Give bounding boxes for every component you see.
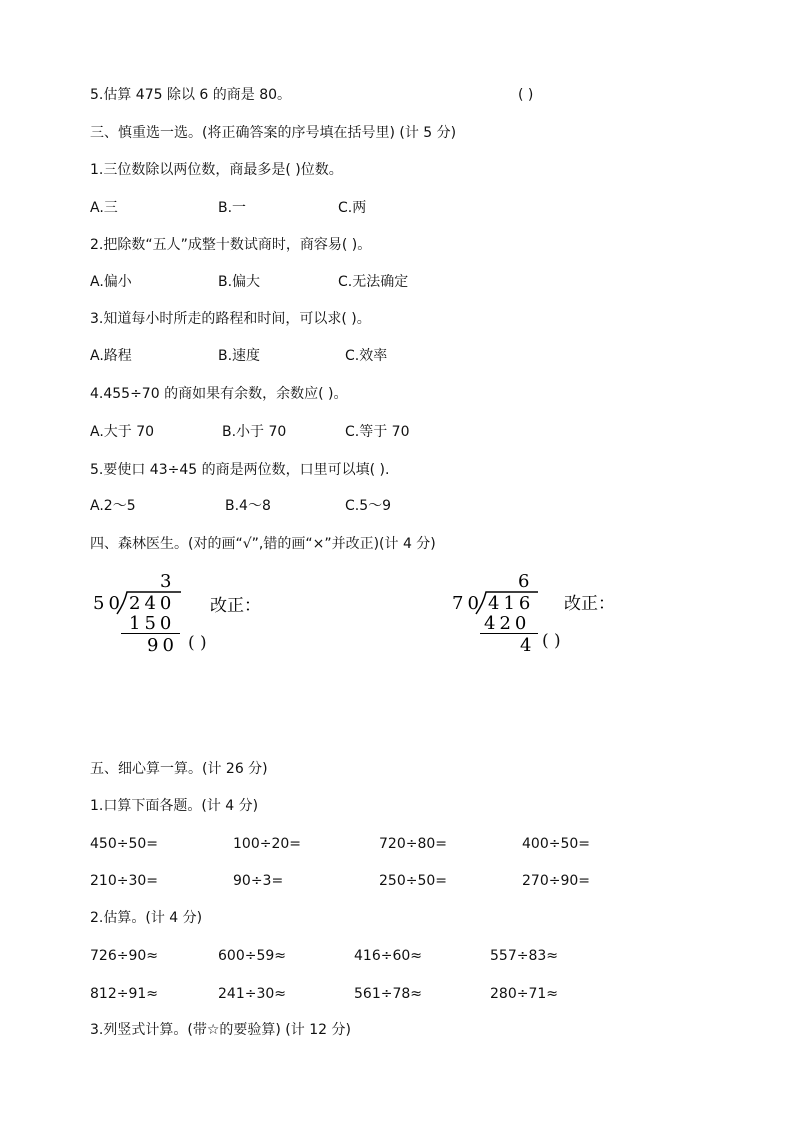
oral-problem: 720÷80= — [379, 836, 447, 852]
quotient: 3 — [160, 571, 176, 592]
answer-paren[interactable]: ( ) — [518, 87, 534, 103]
part-1-title: 1.口算下面各题。(计 4 分) — [90, 798, 259, 814]
subtraction-line — [121, 633, 180, 634]
option-a: A.大于 70 — [90, 424, 155, 440]
remainder: 90 — [147, 635, 178, 656]
part-3-title: 3.列竖式计算。(带☆的要验算) (计 12 分) — [90, 1022, 351, 1038]
divisor: 70 — [452, 593, 483, 614]
part-2-title: 2.估算。(计 4 分) — [90, 910, 203, 926]
remainder: 4 — [520, 635, 536, 656]
option-c: C.5～9 — [345, 498, 392, 514]
estimate-problem: 726÷90≈ — [90, 948, 158, 964]
choice-question-4: 4.455÷70 的商如果有余数，余数应( )。 — [90, 386, 348, 402]
judge-question-5: 5.估算 475 除以 6 的商是 80。 — [90, 87, 292, 103]
section-4-title: 四、森林医生。(对的画“√”,错的画“×”并改正)(计 4 分) — [90, 536, 436, 552]
choice-question-3: 3.知道每小时所走的路程和时间，可以求( )。 — [90, 311, 371, 327]
oral-problem: 450÷50= — [90, 836, 158, 852]
estimate-problem: 812÷91≈ — [90, 986, 158, 1002]
option-b: B.4～8 — [225, 498, 271, 514]
section-3-title: 三、慎重选一选。(将正确答案的序号填在括号里) (计 5 分) — [90, 125, 457, 141]
dividend: 240 — [129, 593, 176, 614]
option-a: A.三 — [90, 200, 118, 216]
oral-problem: 400÷50= — [522, 836, 590, 852]
dividend: 416 — [488, 593, 535, 614]
option-a: A.2～5 — [90, 498, 136, 514]
oral-problem: 250÷50= — [379, 873, 447, 889]
option-b: B.一 — [218, 200, 247, 216]
option-c: C.等于 70 — [345, 424, 410, 440]
option-c: C.无法确定 — [338, 274, 409, 290]
estimate-problem: 600÷59≈ — [218, 948, 286, 964]
oral-problem: 100÷20= — [233, 836, 301, 852]
option-b: B.速度 — [218, 348, 261, 364]
answer-paren[interactable]: ( ) — [188, 633, 207, 653]
estimate-problem: 557÷83≈ — [490, 948, 558, 964]
correction-label: 改正： — [210, 596, 261, 616]
option-a: A.路程 — [90, 348, 132, 364]
option-a: A.偏小 — [90, 274, 132, 290]
estimate-problem: 280÷71≈ — [490, 986, 558, 1002]
product: 420 — [484, 613, 531, 634]
option-c: C.两 — [338, 200, 367, 216]
option-b: B.偏大 — [218, 274, 261, 290]
choice-question-2: 2.把除数“五人”成整十数试商时，商容易( )。 — [90, 237, 372, 253]
correction-label: 改正： — [564, 594, 615, 614]
quotient: 6 — [518, 571, 534, 592]
choice-question-1: 1.三位数除以两位数，商最多是( )位数。 — [90, 162, 343, 178]
answer-paren[interactable]: ( ) — [542, 631, 561, 651]
estimate-problem: 416÷60≈ — [354, 948, 422, 964]
estimate-problem: 241÷30≈ — [218, 986, 286, 1002]
oral-problem: 90÷3= — [233, 873, 284, 889]
oral-problem: 210÷30= — [90, 873, 158, 889]
option-b: B.小于 70 — [222, 424, 287, 440]
oral-problem: 270÷90= — [522, 873, 590, 889]
subtraction-line — [480, 633, 538, 634]
section-5-title: 五、细心算一算。(计 26 分) — [90, 761, 268, 777]
divisor: 50 — [93, 593, 124, 614]
product: 150 — [129, 613, 176, 634]
option-c: C.效率 — [345, 348, 388, 364]
choice-question-5: 5.要使口 43÷45 的商是两位数，口里可以填( ). — [90, 462, 390, 478]
estimate-problem: 561÷78≈ — [354, 986, 422, 1002]
